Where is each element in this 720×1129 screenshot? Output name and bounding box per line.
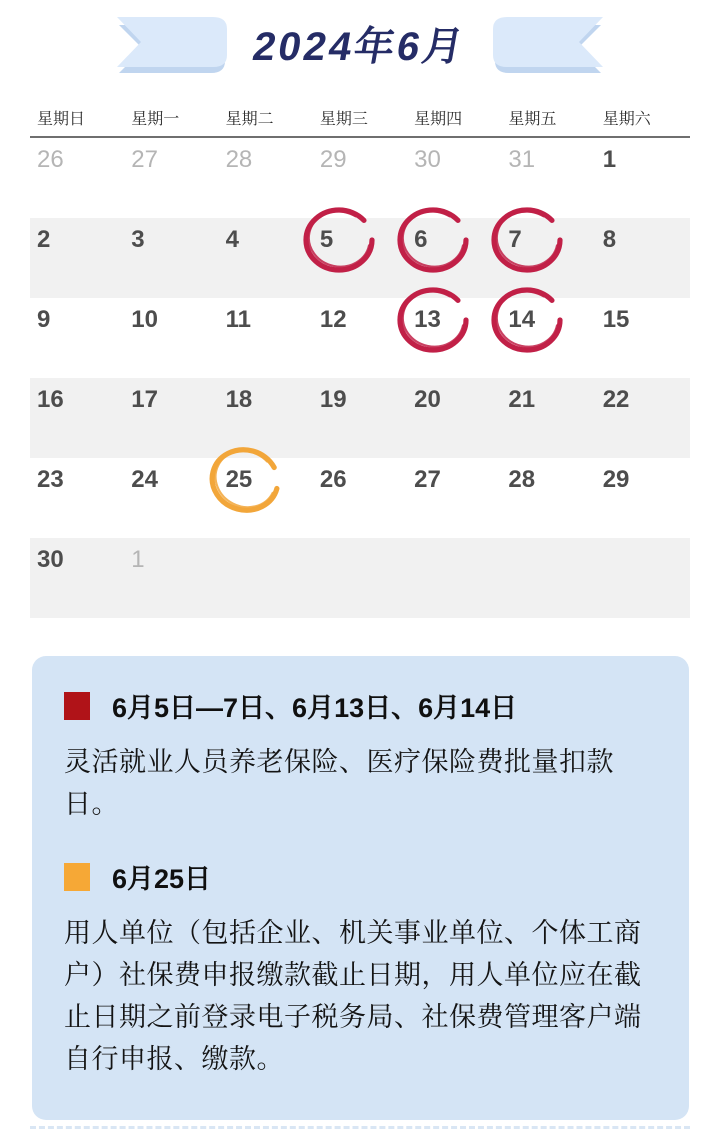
calendar-day-cell [124,458,218,538]
calendar-day-cell [219,298,313,378]
calendar-day-cell [313,458,407,538]
calendar-day-cell [596,138,690,218]
weekday-label: 星期五 [508,111,557,128]
calendar-day-cell [219,218,313,298]
calendar-week-row [30,458,690,538]
day-number: 12 [319,306,347,333]
day-number: 5 [319,226,334,253]
day-number: 8 [602,226,617,253]
day-number: 19 [319,386,347,413]
day-number: 15 [602,306,630,333]
day-number: 26 [319,466,347,493]
calendar-day-cell [219,458,313,538]
day-number: 28 [225,146,253,173]
calendar-day-cell [596,298,690,378]
day-number: 26 [37,146,64,173]
calendar-day-cell [124,378,218,458]
day-number: 14 [508,306,536,333]
calendar-week-row [30,378,690,458]
legend-dates: 6月25日 [112,864,212,894]
calendar-day-cell [407,138,501,218]
calendar-day-cell [501,458,595,538]
calendar-day-cell [407,378,501,458]
calendar-grid [30,138,690,618]
weekday-header-row [30,106,690,138]
calendar-day-cell [596,538,690,618]
legend-description: 用人单位（包括企业、机关事业单位、个体工商户）社保费申报缴款截止日期，用人单位应在截止日期之前登录电子税务局、社保费管理客户端自行申报、缴款。 [64,918,642,1074]
calendar-week-row [30,298,690,378]
calendar-day-cell [501,538,595,618]
calendar-day-cell [407,218,501,298]
day-number: 3 [131,226,145,253]
month-title: 2024年6月 [249,24,470,69]
calendar [30,106,690,618]
day-number: 18 [225,386,253,413]
ribbon-left-icon [117,11,228,75]
calendar-day-cell [596,378,690,458]
legend-item [64,686,663,725]
calendar-day-cell [313,538,407,618]
day-number: 29 [319,146,347,173]
calendar-day-cell [313,378,407,458]
day-number: 29 [602,466,630,493]
day-number: 23 [37,466,64,493]
day-number: 24 [131,466,158,493]
calendar-day-cell [30,298,124,378]
weekday-label: 星期二 [225,111,274,128]
weekday-label: 星期三 [319,111,368,128]
calendar-day-cell [501,378,595,458]
calendar-day-cell [313,218,407,298]
day-number: 27 [414,466,441,493]
day-number: 9 [37,306,51,333]
calendar-day-cell [219,138,313,218]
legend-dates: 6月5日—7日、6月13日、6月14日 [112,693,518,723]
calendar-day-cell [30,218,124,298]
calendar-day-cell [219,378,313,458]
day-number: 30 [414,146,441,173]
day-number: 25 [225,466,253,493]
weekday-label: 星期四 [414,111,463,128]
day-number: 6 [414,226,428,253]
day-number: 7 [508,226,522,253]
calendar-day-cell [596,218,690,298]
day-number: 21 [508,386,536,413]
day-number: 17 [131,386,158,413]
calendar-day-cell [30,138,124,218]
calendar-day-cell [30,538,124,618]
calendar-day-cell [501,138,595,218]
legend-description: 灵活就业人员养老保险、医疗保险费批量扣款日。 [64,747,614,819]
calendar-day-cell [407,298,501,378]
calendar-day-cell [124,218,218,298]
day-number: 30 [37,546,64,573]
legend-swatch-red-icon [64,692,90,720]
day-number: 13 [414,306,441,333]
calendar-week-row [30,218,690,298]
day-number: 11 [225,306,251,333]
day-number: 10 [131,306,158,333]
day-number: 22 [602,386,630,413]
calendar-week-row [30,138,690,218]
calendar-day-cell [501,218,595,298]
calendar-day-cell [30,378,124,458]
day-number: 27 [131,146,158,173]
legend-swatch-orange-icon [64,863,90,891]
calendar-day-cell [124,298,218,378]
day-number: 16 [37,386,64,413]
day-number: 4 [225,226,239,253]
weekday-label: 星期六 [602,111,651,128]
day-number: 1 [131,546,145,573]
calendar-day-cell [407,538,501,618]
calendar-day-cell [313,298,407,378]
weekday-label: 星期日 [37,111,86,128]
day-number: 1 [602,146,617,173]
calendar-day-cell [30,458,124,538]
calendar-week-row [30,538,690,618]
calendar-day-cell [596,458,690,538]
day-number: 2 [37,226,51,253]
ribbon-right-icon [492,11,603,75]
calendar-day-cell [219,538,313,618]
legend-panel [32,656,689,1120]
calendar-day-cell [124,138,218,218]
legend-item [64,857,663,896]
calendar-day-cell [501,298,595,378]
calendar-day-cell [407,458,501,538]
weekday-label: 星期一 [131,111,180,128]
month-banner [0,6,720,80]
day-number: 20 [414,386,441,413]
day-number: 28 [508,466,536,493]
calendar-day-cell [313,138,407,218]
day-number: 31 [508,146,536,173]
calendar-day-cell [124,538,218,618]
